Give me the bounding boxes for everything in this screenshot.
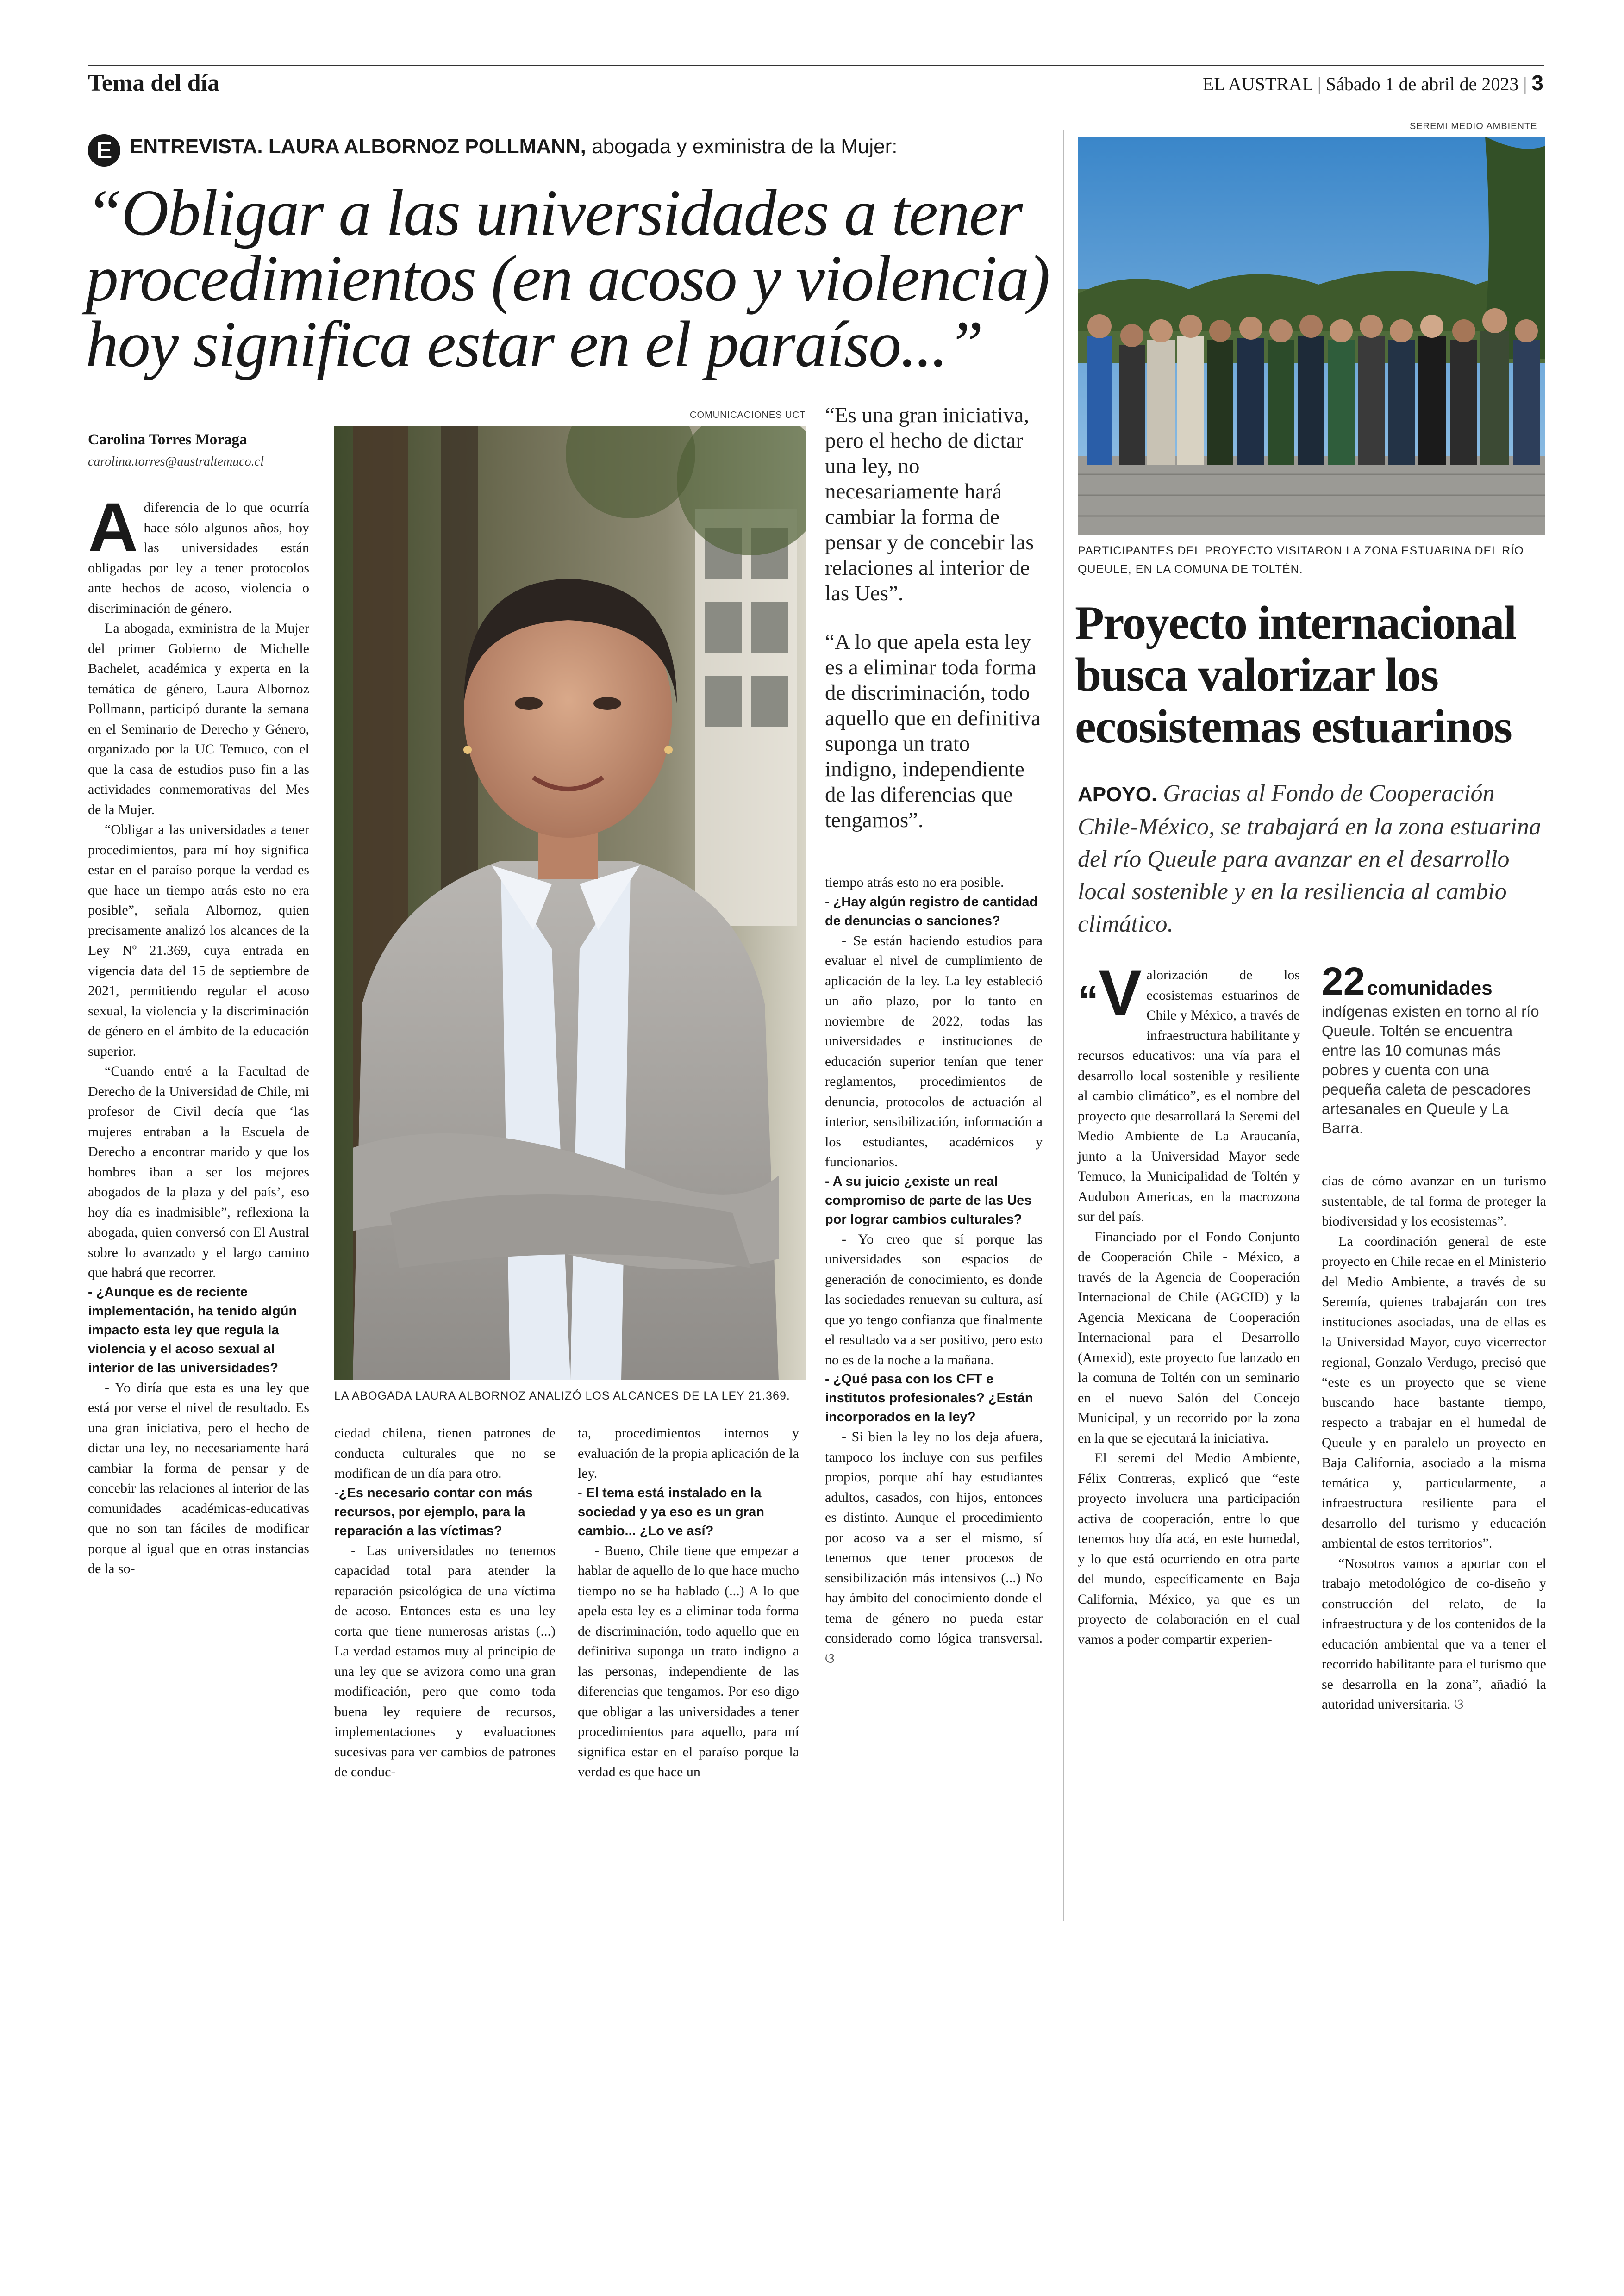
headline-line-1: “Obligar a las universidades a tener bbox=[86, 176, 1022, 249]
stat-number: 22 bbox=[1322, 959, 1365, 1003]
headline-line-3: hoy significa estar en el paraíso...” bbox=[86, 307, 983, 380]
pull-quote-1: “Es una gran iniciativa, pero el hecho de dictar una ley, no necesariamente hará cambiar la forma de pensar y de concebir las relaciones al interior de las Ues”. bbox=[825, 403, 1034, 605]
side-lead-paragraph-text: alorización de los ecosistemas estuarinos de Chile y México, a través de infraestructura habilitante y recursos educativos: una vía para el desarrollo local sostenible y resiliente al cambio climático”, es el nombre del proyecto que desarrollará la Seremi del Medio Ambiente de La Araucanía, junto a la Universidad Mayor sede Temuco, la Municipalidad de Toltén y Audubon Americas, en la macrozona sur del país. bbox=[1078, 967, 1300, 1224]
side-paragraph bbox=[1322, 1554, 1546, 1715]
interview-lead-text: diferencia de lo que ocurría hace sólo algunos años, hoy las universidades están obligadas por ley a tener protocolos ante hechos de acoso, violencia o discriminación de género. bbox=[88, 500, 309, 616]
interview-photo-caption: LA ABOGADA LAURA ALBORNOZ ANALIZÓ LOS ALCANCES DE LA LEY 21.369. bbox=[334, 1389, 790, 1402]
stat-box bbox=[1322, 960, 1546, 1138]
folio: EL AUSTRAL | Sábado 1 de abril de 2023 | 3 bbox=[1202, 71, 1543, 95]
interview-question: - El tema está instalado en la sociedad y ya eso es un gran cambio... ¿Lo ve así? bbox=[578, 1485, 764, 1538]
interview-column-4 bbox=[825, 872, 1043, 1668]
section-title: Tema del día bbox=[88, 70, 220, 96]
side-column-1 bbox=[1078, 956, 1300, 1649]
side-kicker: APOYO. bbox=[1078, 783, 1157, 806]
interview-paragraph: ciedad chilena, tienen patrones de conducta culturales que no se modifican de un día para otro. bbox=[334, 1425, 556, 1481]
interview-headline bbox=[86, 176, 1049, 380]
author-email: carolina.torres@australtemuco.cl bbox=[88, 454, 264, 469]
author-name: Carolina Torres Moraga bbox=[88, 431, 247, 448]
group-photo bbox=[1078, 137, 1545, 535]
interview-answer: - Se están haciendo estudios para evaluar el nivel de cumplimiento de aplicación de la ley. La ley estableció un año plazo, por lo tanto en noviembre de 2022, todas las universidades e instituciones de educación superior tenían que tener reglamentos, procedimientos de denuncia, protocolos de actuación al interior, sensibilización, información a los estudiantes, académicos y funcionarios. bbox=[825, 933, 1043, 1170]
interview-question: - ¿Qué pasa con los CFT e institutos profesionales? ¿Están incorporados en la ley? bbox=[825, 1372, 1033, 1425]
newspaper-name: EL AUSTRAL bbox=[1202, 74, 1313, 94]
interview-paragraph: “Obligar a las universidades a tener procedimientos, para mí hoy significa estar en el paraíso porque la verdad es que hace un tiempo atrás esto no era posible”, señala Albornoz, quien precisamente analizó los alcances de la Ley Nº 21.369, cuya entrada en vigencia data del 15 de septiembre de 2021, permitiendo regular el acoso sexual, la violencia y la discriminación de género en el ámbito de la educación superior. bbox=[88, 822, 309, 1059]
group-photo-illustration bbox=[1078, 137, 1545, 535]
pull-quote-2: “A lo que apela esta ley es a eliminar toda forma de discriminación, todo aquello que en definitiva suponga un trato indigno, independiente de las diferencias que tengamos”. bbox=[825, 630, 1041, 832]
interview-photo-credit: COMUNICACIONES UCT bbox=[690, 410, 806, 420]
interview-answer: - Bueno, Chile tiene que empezar a hablar de aquello de lo que hace mucho tiempo no se ha hablado (...) A lo que apela esta ley es a eliminar toda forma de discriminación, todo aquello que en definitiva suponga un trato indigno a las personas, independiente de las diferencias que tengamos. Por eso digo que obligar a las universidades a tener procedimientos para aquello, para mí significa estar en el paraíso porque la verdad es que hace un bbox=[578, 1543, 799, 1780]
interview-kicker bbox=[130, 135, 897, 158]
interview-answer: - Yo creo que sí porque las universidades son espacios de generación de conocimiento, es donde las sociedades renuevan su cultura, así que yo tengo confianza que finalmente el resultado va a ser positivo, pero esto no es de la noche a la mañana. bbox=[825, 1231, 1043, 1368]
side-paragraph-text: “Nosotros vamos a aportar con el trabajo metodológico de co-diseño y construcción del relato, de la infraestructura y de los contenidos de la educación ambiental que va a tener el recorrido habilitante para el turismo que se desarrolla en la zona”, añadió la autoridad universitaria. bbox=[1322, 1556, 1546, 1712]
interview-kicker-name: ENTREVISTA. LAURA ALBORNOZ POLLMANN, bbox=[130, 135, 586, 158]
interview-column-1 bbox=[88, 488, 309, 1579]
side-photo-credit: SEREMI MEDIO AMBIENTE bbox=[1410, 121, 1537, 131]
side-headline: Proyecto internacional busca valorizar los ecosistemas estuarinos bbox=[1075, 597, 1516, 753]
side-lead-paragraph bbox=[1078, 956, 1300, 1227]
portrait-photo bbox=[334, 426, 806, 1380]
side-column-2 bbox=[1322, 1171, 1546, 1715]
side-paragraph: La coordinación general de este proyecto en Chile recae en el Ministerio del Medio Ambiente, a través de su Seremía, quienes trabajarán con tres instituciones asociadas, una de ellas es la Universidad Mayor, cuyo vicerrector regional, Gonzalo Verdugo, precisó que “este es un proyecto que se viene buscando hace bastante tiempo, respecto a trabajar en el humedal de Queule y en paralelo un proyecto en Baja California, asociado a la misma temática y, particularmente, a infraestructura resiliente para el desarrollo del turismo y educación ambiental de estos territorios”. bbox=[1322, 1233, 1546, 1551]
story-divider bbox=[1063, 130, 1064, 1921]
side-photo-caption: PARTICIPANTES DEL PROYECTO VISITARON LA ZONA ESTUARINA DEL RÍO QUEULE, EN LA COMUNA DE TOLTÉN. bbox=[1078, 544, 1524, 576]
interview-answer: - Yo diría que esta es una ley que está por verse el nivel de resultado. Es una gran iniciativa, pero el hecho de dictar una ley, no necesariamente hará cambiar la forma de pensar y de concebir las relaciones al interior de las comunidades académicas-educativas que no son tan fáciles de modificar porque al igual que en otras instancias de la so- bbox=[88, 1380, 309, 1576]
interview-answer bbox=[825, 1427, 1043, 1668]
header-top-rule bbox=[88, 65, 1544, 66]
interview-paragraph: tiempo atrás esto no era posible. bbox=[825, 875, 1004, 890]
side-drop-cap-letter: V bbox=[1099, 956, 1142, 1029]
side-paragraph: cias de cómo avanzar en un turismo sustentable, de tal forma de proteger la biodiversidad y los ecosistemas”. bbox=[1322, 1173, 1546, 1229]
side-paragraph: El seremi del Medio Ambiente, Félix Contreras, explicó que “este proyecto involucra una participación activa de cooperación, entre lo que tenemos hoy día acá, en este humedal, y lo que está ocurriendo en otra parte del mundo, específicamente en Baja California, México, ya que es un proyecto de colaboración en el cual vamos a poder compartir experien- bbox=[1078, 1450, 1300, 1647]
interview-question: - ¿Hay algún registro de cantidad de denuncias o sanciones? bbox=[825, 894, 1038, 928]
interview-badge-icon: E bbox=[88, 134, 120, 167]
interview-paragraph: La abogada, exministra de la Mujer del primer Gobierno de Michelle Bachelet, académica y experta en la temática de género, Laura Albornoz Pollmann, participó durante la semana en el Seminario de Derecho y Género, organizado por la UC Temuco, con el que la casa de estudios puso fin a las actividades conmemorativas del Mes de la Mujer. bbox=[88, 621, 309, 817]
stat-label: comunidades bbox=[1367, 977, 1493, 999]
interview-lead-paragraph bbox=[88, 488, 309, 618]
interview-column-3 bbox=[578, 1423, 799, 1782]
stat-text: indígenas existen en torno al río Queule. Toltén se encuentra entre las 10 comunas más pobres y cuenta con una pequeña caleta de pescadores artesanales en Queule y La Barra. bbox=[1322, 1003, 1539, 1137]
interview-question: - ¿Aunque es de reciente implementación, ha tenido algún impacto esta ley que regula la violencia y el acoso sexual al interior de las universidades? bbox=[88, 1284, 297, 1375]
side-paragraph: Financiado por el Fondo Conjunto de Cooperación Chile - México, a través de la Agencia de Cooperación Internacional de Chile (AGCID) y la Agencia Mexicana de Cooperación Internacional para el Desarrollo (Amexid), este proyecto fue lanzado en la comuna de Toltén con un seminario en el nuevo Salón del Concejo Municipal, y un recorrido por la zona en la que se ejecutará la iniciativa. bbox=[1078, 1229, 1300, 1446]
interview-drop-cap: A bbox=[88, 488, 138, 566]
end-mark-icon: ଓ bbox=[825, 1650, 835, 1666]
interview-answer-text: - Si bien la ley no los deja afuera, tampoco los incluye con sus perfiles propios, porque ahí hay estudiantes adultos, casados, con hijos, entonces es distinto. Aunque el procedimiento por acoso va a ser el mismo, sí tenemos que tener procesos de sensibilización más intensivos (...) No hay ámbito del conocimiento donde el tema de género no pueda estar considerado como lógica transversal. bbox=[825, 1429, 1043, 1646]
interview-paragraph: ta, procedimientos internos y evaluación de la propia aplicación de la ley. bbox=[578, 1425, 799, 1481]
side-drop-cap: “V bbox=[1078, 956, 1142, 1029]
page-number: 3 bbox=[1531, 71, 1543, 95]
interview-column-2 bbox=[334, 1423, 556, 1782]
headline-line-2: procedimientos (en acoso y violencia) bbox=[86, 242, 1049, 315]
issue-date: Sábado 1 de abril de 2023 bbox=[1325, 74, 1519, 94]
interview-paragraph: “Cuando entré a la Facultad de Derecho de la Universidad de Chile, mi profesor de Civil decía que ‘las mujeres entraban a la Escuela de Derecho a encontrar marido y que los hombres iban a ser los mejores abogados de la plaza y del país’, eso hoy día es inadmisible”, reflexiona la abogada, quien conversó con El Austral sobre lo avanzado y el largo camino que habrá que recorrer. bbox=[88, 1064, 309, 1280]
stat-heading bbox=[1322, 960, 1546, 1002]
portrait-photo-illustration bbox=[334, 426, 806, 1380]
interview-kicker-role: abogada y exministra de la Mujer: bbox=[592, 135, 898, 158]
interview-answer: - Las universidades no tenemos capacidad total para atender la reparación psicológica de una víctima de acoso. Entonces esta es una ley corta que tiene numerosas aristas (...) La verdad estamos muy al principio de una ley que se avizora como una gran modificación, pero que como toda buena ley requiere de recursos, implementaciones y evaluaciones sucesivas para ver cambios de patrones de conduc- bbox=[334, 1543, 556, 1780]
side-lead-text: Gracias al Fondo de Cooperación Chile-México, se trabajará en la zona estuarina del río Queule para avanzar en el desarrollo local sostenible y en la resiliencia al cambio climático. bbox=[1078, 780, 1541, 937]
interview-question: -¿Es necesario contar con más recursos, por ejemplo, para la reparación a las víctimas? bbox=[334, 1485, 533, 1538]
interview-question: - A su juicio ¿existe un real compromiso de parte de las Ues por lograr cambios culturales? bbox=[825, 1174, 1032, 1227]
end-mark-icon: ଓ bbox=[1454, 1697, 1464, 1712]
side-lead bbox=[1078, 778, 1545, 940]
